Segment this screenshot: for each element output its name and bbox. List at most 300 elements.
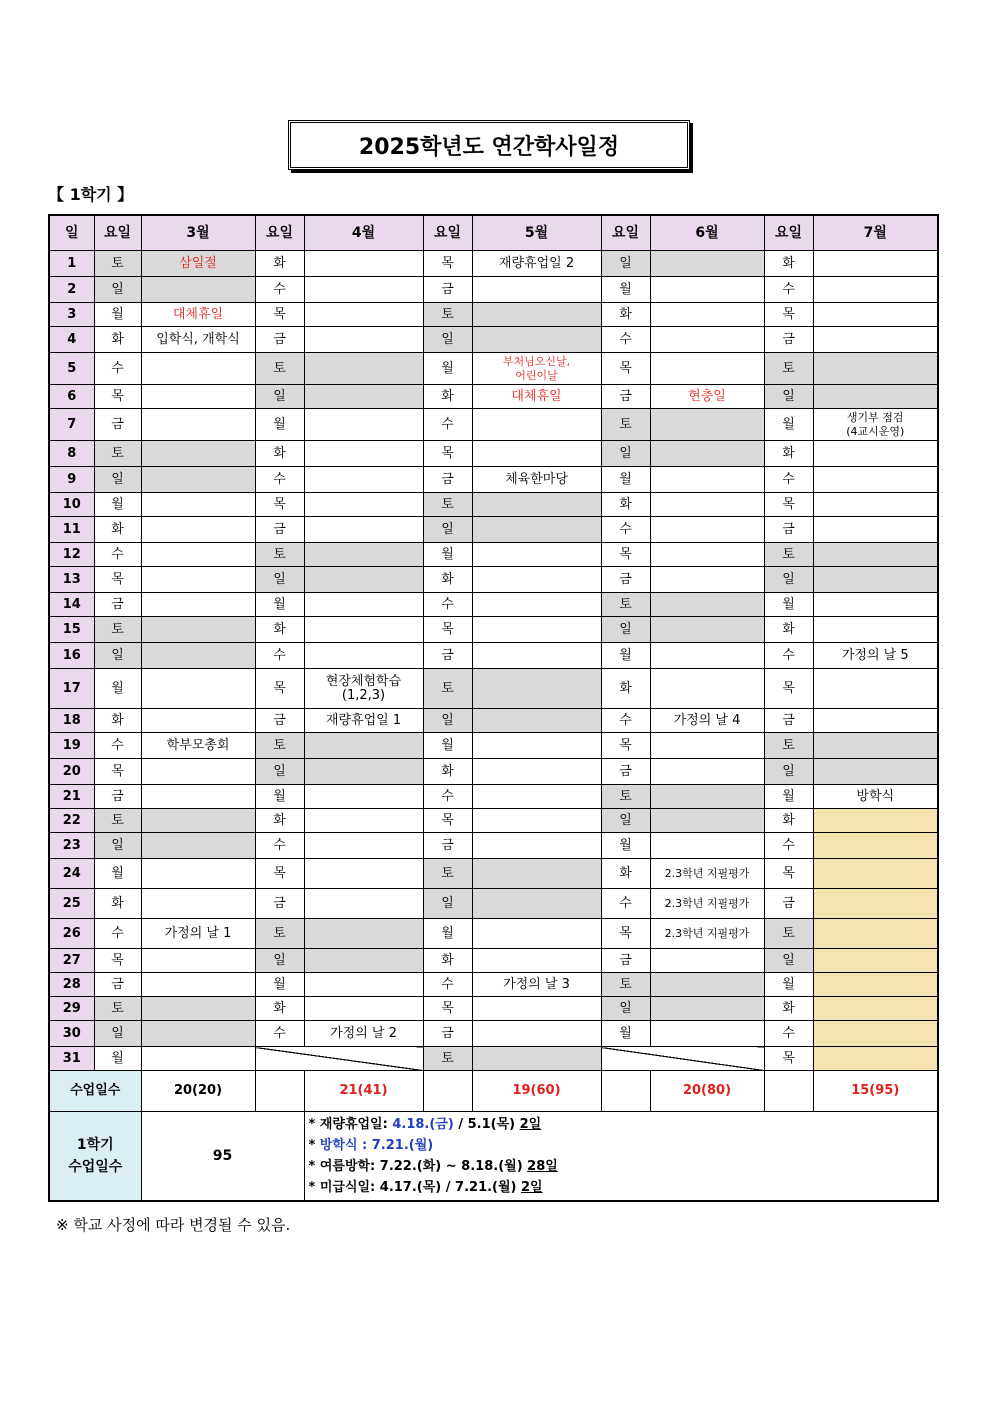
cell-text: 목 [441,812,454,828]
cell-text: 토 [111,255,124,271]
day-cell [255,889,304,919]
day-cell [601,617,650,643]
day-cell [141,277,255,303]
day-number: 13 [49,567,94,593]
day-cell [601,409,650,441]
cell-text: 월 [441,546,454,562]
cell-text: 일 [782,952,795,968]
cell-text: 월 [441,925,454,941]
total-label-line1: 1학기 [76,1137,114,1153]
day-cell [423,617,472,643]
day-cell [141,889,255,919]
table-row [49,919,938,949]
table-row [49,567,938,593]
total-value: 95 [141,1112,304,1202]
day-cell [304,809,423,833]
cell-text: 금 [782,521,795,537]
day-cell [423,1021,472,1047]
day-cell [423,593,472,617]
cell-text: 수 [441,788,454,804]
cell-text: 토 [619,788,632,804]
cell-text: 토 [111,445,124,461]
day-cell [423,889,472,919]
day-number: 2 [49,277,94,303]
cell-text: 목 [619,737,632,753]
day-cell [472,709,601,733]
cell-text: 월 [111,306,124,322]
cell-text: 삼일절 [179,255,217,271]
day-cell [472,859,601,889]
table-row [49,1021,938,1047]
cell-text: 일 [619,812,632,828]
day-cell [650,1021,764,1047]
cell-text: 월 [619,1025,632,1041]
day-cell [472,833,601,859]
cell-text: 일 [441,712,454,728]
day-cell [813,441,938,467]
header-cell: 5월 [472,215,601,251]
day-cell [423,277,472,303]
day-cell [94,889,141,919]
cell-text: 화 [111,895,124,911]
cell-text: 금 [441,1025,454,1041]
day-cell [304,441,423,467]
schedule-table [48,214,939,1202]
day-number: 11 [49,517,94,543]
day-cell [255,759,304,785]
day-cell [304,949,423,973]
day-cell [764,385,813,409]
cell-text: 월 [782,416,795,432]
day-cell [423,385,472,409]
day-cell [94,833,141,859]
day-cell [255,1021,304,1047]
day-cell [601,1021,650,1047]
day-cell [255,493,304,517]
cell-text: 화 [782,1000,795,1016]
header-cell: 일 [49,215,94,251]
day-number: 4 [49,327,94,353]
summary-spacer [764,1071,813,1112]
day-cell [650,409,764,441]
cell-text: 현충일 [688,388,726,404]
day-cell [601,467,650,493]
day-cell [423,669,472,709]
summary-spacer [601,1071,650,1112]
cell-text: 목 [619,360,632,376]
cell-text: 수 [441,976,454,992]
cell-text: 목 [111,571,124,587]
day-cell [601,785,650,809]
note-line: * 재량휴업일: 4.18.(금) / 5.1(목) 2일 [308,1117,542,1132]
day-cell [764,643,813,669]
day-cell [764,567,813,593]
day-cell [650,517,764,543]
day-number: 15 [49,617,94,643]
day-cell [650,643,764,669]
day-cell [255,441,304,467]
day-cell [423,643,472,669]
day-cell [304,409,423,441]
day-cell [255,617,304,643]
cell-text: 목 [111,388,124,404]
cell-text: 월 [619,471,632,487]
day-cell [255,859,304,889]
day-cell [255,833,304,859]
cell-text: 방학식 [856,788,895,804]
day-cell [304,567,423,593]
day-cell [650,919,764,949]
day-cell [472,1047,601,1071]
day-cell [764,617,813,643]
day-cell [650,303,764,327]
cell-text: 수 [111,737,124,753]
day-cell [813,643,938,669]
table-row [49,517,938,543]
day-cell [94,949,141,973]
day-cell [141,643,255,669]
cell-text: 금 [111,976,124,992]
day-cell [94,517,141,543]
day-number: 26 [49,919,94,949]
day-cell [650,543,764,567]
cell-text: 토 [273,360,286,376]
table-row [49,593,938,617]
day-cell [601,919,650,949]
day-cell [601,973,650,997]
day-cell [472,949,601,973]
cell-text: 목 [273,496,286,512]
cell-text: 토 [441,306,454,322]
day-cell [304,251,423,277]
day-cell [472,889,601,919]
table-row [49,327,938,353]
cell-text: 월 [782,976,795,992]
summary-row [49,1071,938,1112]
day-cell [601,669,650,709]
cell-text: 수 [111,546,124,562]
day-cell [601,593,650,617]
cell-text: 목 [782,680,795,696]
day-cell [94,409,141,441]
header-cell: 7월 [813,215,938,251]
day-cell [650,617,764,643]
day-cell [764,327,813,353]
day-cell [255,467,304,493]
day-cell [304,593,423,617]
cell-text: 일 [619,621,632,637]
day-cell [472,303,601,327]
cell-text: 수 [273,837,286,853]
day-cell [304,669,423,709]
cell-text: 일 [782,763,795,779]
day-cell [141,327,255,353]
total-label [49,1112,141,1202]
cell-text: 금 [619,952,632,968]
cell-text: 금 [441,837,454,853]
cell-text: 가정의 날 3 [503,976,570,992]
day-cell [813,785,938,809]
day-cell [423,759,472,785]
cell-text: 목 [111,763,124,779]
day-cell [94,277,141,303]
cell-text: 가정의 날 1 [164,925,232,941]
day-cell [304,973,423,997]
day-cell [141,409,255,441]
notice-text: ※ 학교 사정에 따라 변경될 수 있음. [56,1216,291,1234]
total-label-line2: 수업일수 [68,1159,123,1175]
cell-text: 화 [782,445,795,461]
day-cell [764,733,813,759]
cell-text: 토 [441,680,454,696]
day-number: 25 [49,889,94,919]
day-cell [813,889,938,919]
day-cell [255,997,304,1021]
day-cell [764,709,813,733]
day-cell [304,889,423,919]
day-cell [601,327,650,353]
day-cell [650,759,764,785]
page-title: 2025학년도 연간학사일정 [288,120,690,170]
cell-text: 목 [782,865,795,881]
cell-text: 금 [441,647,454,663]
day-cell [472,441,601,467]
summary-july: 15(95) [813,1071,938,1112]
cell-text: 수 [619,331,632,347]
day-cell [304,859,423,889]
day-cell [472,409,601,441]
table-row [49,709,938,733]
day-cell [813,949,938,973]
cell-text: 금 [273,331,286,347]
cell-text: 화 [441,388,454,404]
summary-spacer [423,1071,472,1112]
cell-text: 목 [273,680,286,696]
day-cell [472,251,601,277]
header-cell: 4월 [304,215,423,251]
day-cell [141,669,255,709]
cell-text: 목 [441,1000,454,1016]
day-cell [255,809,304,833]
day-cell [764,517,813,543]
cell-text: 금 [273,712,286,728]
cell-text: 월 [619,647,632,663]
day-cell [423,251,472,277]
day-cell [423,833,472,859]
cell-text: 목 [273,306,286,322]
day-cell [650,567,764,593]
day-cell [650,493,764,517]
cell-text: 수 [782,281,795,297]
day-number: 23 [49,833,94,859]
day-cell [764,353,813,385]
day-cell [94,643,141,669]
day-cell [141,709,255,733]
day-cell [94,567,141,593]
day-cell [650,973,764,997]
day-cell [813,251,938,277]
day-cell [94,919,141,949]
summary-may: 19(60) [472,1071,601,1112]
table-row [49,759,938,785]
summary-april: 21(41) [304,1071,423,1112]
day-cell [601,997,650,1021]
cell-text: 화 [619,865,632,881]
empty-day-cell [601,1047,764,1071]
table-row [49,809,938,833]
day-cell [601,759,650,785]
day-cell [255,733,304,759]
day-cell [94,593,141,617]
cell-text: 수 [782,1025,795,1041]
day-cell [472,567,601,593]
table-row [49,733,938,759]
day-number: 21 [49,785,94,809]
day-cell [472,467,601,493]
day-cell [94,543,141,567]
cell-text: 2.3학년 지필평가 [664,866,750,880]
day-cell [764,251,813,277]
cell-text: 2.3학년 지필평가 [664,896,750,910]
cell-text: 일 [111,471,124,487]
day-cell [813,833,938,859]
day-cell [813,733,938,759]
day-cell [423,949,472,973]
day-cell [141,251,255,277]
day-cell [601,567,650,593]
day-cell [141,973,255,997]
day-number: 5 [49,353,94,385]
cell-text: 일 [273,388,286,404]
day-cell [141,441,255,467]
day-cell [813,517,938,543]
day-cell [94,733,141,759]
cell-text: 일 [111,1025,124,1041]
cell-text: 화 [273,1000,286,1016]
day-cell [764,859,813,889]
table-row [49,997,938,1021]
day-cell [472,785,601,809]
cell-text: 일 [441,521,454,537]
cell-text: 월 [619,837,632,853]
day-cell [601,251,650,277]
day-number: 28 [49,973,94,997]
cell-text: 목 [782,496,795,512]
cell-text: 토 [111,812,124,828]
day-cell [304,919,423,949]
cell-text: 화 [619,306,632,322]
cell-text: 화 [441,571,454,587]
cell-text: 토 [273,925,286,941]
table-row [49,409,938,441]
cell-text: 수 [782,647,795,663]
cell-text: 토 [619,976,632,992]
table-row [49,617,938,643]
cell-text: 화 [782,812,795,828]
day-cell [423,327,472,353]
cell-text: 수 [441,596,454,612]
cell-text: 수 [441,416,454,432]
day-cell [141,617,255,643]
cell-text: 토 [111,621,124,637]
day-cell [304,303,423,327]
cell-text: 부처님오신날, 어린이날 [502,354,571,382]
notes-cell [304,1112,938,1202]
cell-text: 월 [273,416,286,432]
day-cell [94,327,141,353]
day-cell [764,277,813,303]
day-cell [255,973,304,997]
day-cell [813,567,938,593]
cell-text: 일 [441,331,454,347]
day-cell [141,833,255,859]
day-cell [304,785,423,809]
day-cell [813,353,938,385]
day-cell [141,919,255,949]
day-cell [141,543,255,567]
day-cell [304,517,423,543]
note-line: * 여름방학: 7.22.(화) ~ 8.18.(월) 28일 [308,1159,558,1174]
cell-text: 수 [619,712,632,728]
cell-text: 토 [782,737,795,753]
day-cell [255,409,304,441]
cell-text: 일 [619,1000,632,1016]
cell-text: 화 [111,331,124,347]
day-cell [141,303,255,327]
day-cell [764,997,813,1021]
day-cell [423,303,472,327]
day-cell [764,467,813,493]
cell-text: 목 [273,865,286,881]
day-cell [94,669,141,709]
day-cell [764,949,813,973]
day-cell [255,353,304,385]
cell-text: 금 [782,712,795,728]
cell-text: 월 [111,1050,124,1066]
cell-text: 수 [619,521,632,537]
day-cell [813,709,938,733]
cell-text: 입학식, 개학식 [156,331,240,347]
day-cell [94,617,141,643]
table-row [49,833,938,859]
cell-text: 화 [441,763,454,779]
day-cell [472,593,601,617]
day-cell [813,277,938,303]
day-cell [601,303,650,327]
day-cell [601,949,650,973]
day-cell [650,833,764,859]
table-row [49,1047,938,1071]
day-cell [601,493,650,517]
day-cell [423,353,472,385]
day-cell [601,277,650,303]
day-cell [255,303,304,327]
day-cell [423,543,472,567]
cell-text: 수 [273,281,286,297]
day-cell [650,809,764,833]
day-number: 31 [49,1047,94,1071]
day-cell [423,973,472,997]
cell-text: 월 [441,360,454,376]
day-cell [304,709,423,733]
day-cell [255,327,304,353]
day-cell [813,997,938,1021]
cell-text: 일 [619,445,632,461]
cell-text: 월 [273,976,286,992]
day-number: 18 [49,709,94,733]
day-cell [94,493,141,517]
day-cell [472,759,601,785]
